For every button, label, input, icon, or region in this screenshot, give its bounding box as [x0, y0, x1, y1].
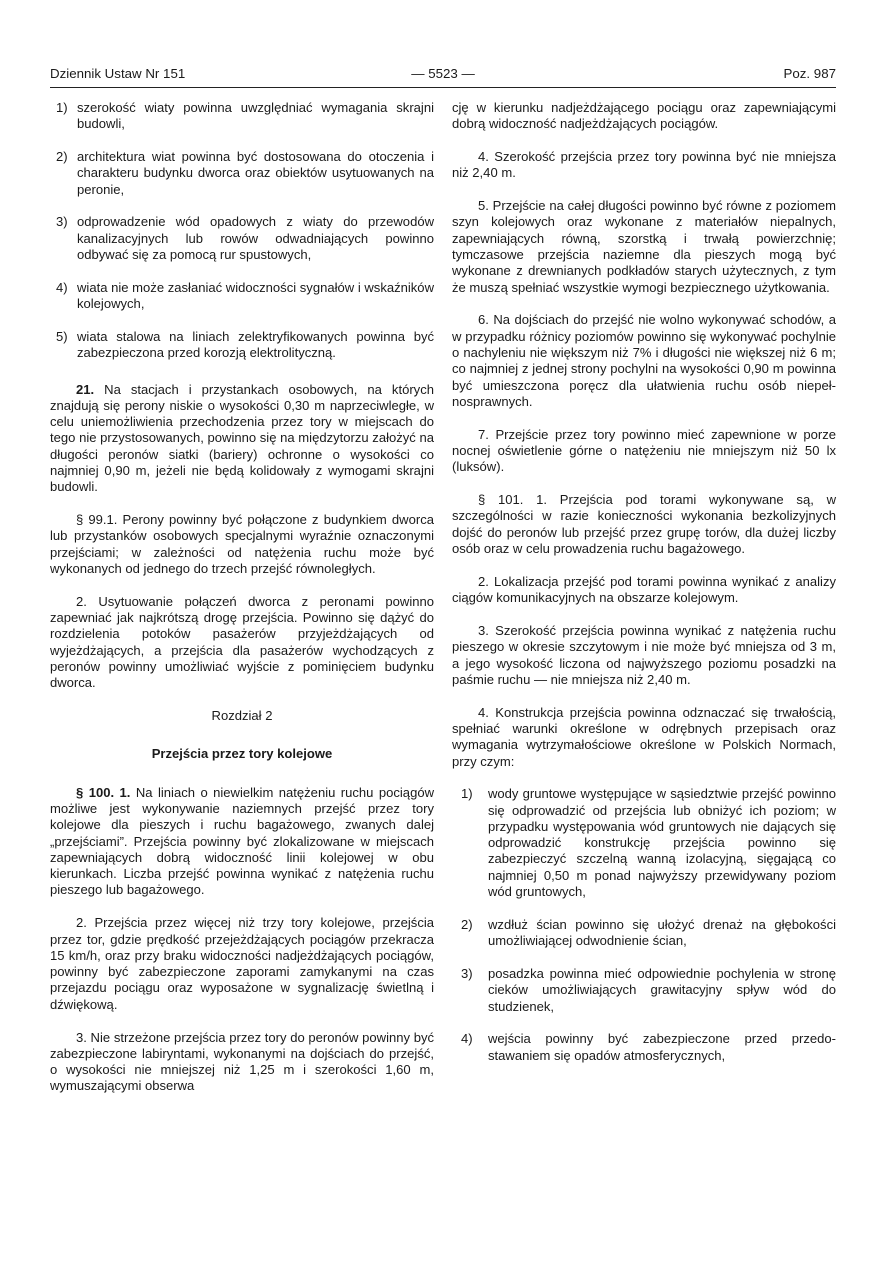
list-item	[461, 1031, 836, 1064]
paragraph-101-2: 2. Lokalizacja przejść pod torami powinna wynikać z analizy ciągów komunikacyjnych na obszarze kolejowym.	[452, 573, 836, 606]
list-number: 5)	[56, 328, 68, 344]
paragraph-100-6: 6. Na dojściach do przejść nie wolno wykonywać schodów, a w przypadku różnicy poziomów powinno się wykonywać pochylnie o nachyleniu nie większym niż 7% i długości nie większej niż 6 m; co najmniej z jednej strony pochylni na wysokości 0,90 m powinna być umieszczona poręcz dla ułatwienia ruchu osób niepełnosprawnych.	[452, 312, 836, 409]
paragraph-number: 21.	[76, 381, 95, 397]
list-item	[461, 917, 836, 950]
list-item	[50, 100, 434, 133]
list-item	[50, 280, 434, 313]
paragraph-100-2: 2. Przejścia przez więcej niż trzy tory kolejowe, przejścia przez tor, gdzie prędkość przejeżdżających pociągów przekracza 15 km/h, oraz przy braku widoczności nadjeżdżających pociągów, powinny być zabezpieczone zaporami zamykanymi na czas przejazdu pociągu oraz wyposażone w sygnalizację świetlną i dźwiękową.	[50, 915, 434, 1012]
list-text: szerokość wiaty powinna uwzględniać wymagania skrajni budowli,	[77, 100, 434, 132]
paragraph-100-3-continued: cję w kierunku nadjeżdżającego pociągu oraz zapewniającymi dobrą widoczność nadjeżdżających pociągów.	[452, 100, 836, 132]
paragraph-99-1: § 99.1. Perony powinny być połączone z budynkiem dworca lub przystanków osobowych specjalnymi wyraźnie oznaczonymi przejściami; w zależności od natężenia ruchu może być wykonanych od jednego do trzech przejść równoległych.	[50, 512, 434, 577]
list-text: wody gruntowe występujące w sąsiedztwie przejść powinno się odprowadzić od przejścia lub obniżyć ich poziom; w przypadku występowania wód gruntowych nie dających się odprowadzić konstrukcję przejścia powinno się zabezpieczyć szczelną wanną izolacyjną, sięgającą co najmniej 0,50 m ponad najwyższy przewidywany poziom wód gruntowych,	[488, 786, 836, 900]
list-item	[461, 786, 836, 900]
paragraph-number: § 100. 1.	[76, 784, 131, 800]
list-number: 1)	[56, 100, 68, 115]
list-number: 1)	[461, 786, 473, 802]
list-item	[50, 329, 434, 362]
right-column	[452, 100, 836, 1080]
list-text: wejścia powinny być zabezpieczone przed przedostawaniem się opadów atmosferycznych,	[488, 1031, 836, 1063]
list-text: odprowadzenie wód opadowych z wiaty do przewodów kanalizacyjnych lub rowów odwadniających powinno odbywać się za pomocą rur spustowych,	[77, 214, 434, 263]
list-item	[50, 149, 434, 198]
paragraph-100-3: 3. Nie strzeżone przejścia przez tory do peronów powinny być zabezpieczone labiryntami, wykonanymi na dojściach do przejść, o wysokości nie mniejszej niż 1,25 m i szerokości 1,60 m, wymuszającymi obserwa	[50, 1029, 434, 1094]
paragraph-101-1: § 101. 1. Przejścia pod torami wykonywane są, w szczególności w razie konieczności wykonania bezkolizyjnych dojść do peronów lub przejść przez grupę torów, dla dużej liczby osób oraz w celu prowadzenia ruchu bagażowego.	[452, 492, 836, 557]
paragraph-100-7: 7. Przejście przez tory powinno mieć zapewnione w porze nocnej oświetlenie górne o natężeniu nie mniejszym niż 50 lx (luksów).	[452, 426, 836, 475]
list-number: 4)	[56, 279, 68, 295]
paragraph-21	[50, 382, 434, 496]
list-number: 3)	[461, 965, 473, 981]
paragraph-text: Na liniach o niewielkim natężeniu ruchu pociągów możliwe jest wykonywanie naziemnych przejść przez tory kolejowe dla pieszych i ruchu bagażowego, zwanych dalej „przejściami”. Przejścia powinny być zlokalizowane w miejscach zapewniających dobrą widoczność linii kolejowej w obu kierunkach. Liczba przejść powinna wynikać z natężenia ruchu pieszego lub bagażowego.	[50, 784, 435, 898]
left-column	[50, 100, 434, 1111]
paragraph-101-3: 3. Szerokość przejścia powinna wynikać z natężenia ruchu pieszego w okresie szczytowym i nie może być mniejsza od 3 m, a jego wysokość liczona od najwyższego poziomu posadzki na paśmie ruchu — nie mniejsza niż 2,40 m.	[452, 622, 836, 687]
paragraph-text: Na stacjach i przystankach osobowych, na których znajdują się perony niskie o wysokości 0,30 m naprzeciwległe, w celu uniemożliwienia przechodzenia przez tory w miejscach do tego nie przystosowanych, powinno się na międzytorzu założyć na długości peronów siatki (bariery) ochronne o wysokości co najmniej 0,90 m, jeżeli nie będą kolidowały z wymogami skrajni budowli.	[50, 381, 434, 495]
paragraph-99-2: 2. Usytuowanie połączeń dworca z peronami powinno zapewniać jak najkrótszą drogę przejścia. Powinno się dążyć do rozdzielenia potoków pasażerów przyjeżdżających od wyjeżdżających, a przejścia dla pasażerów wychodzących z peronów powinny umożliwiać wyjście z pominięciem budynku dworca.	[50, 593, 434, 691]
page-header	[50, 66, 836, 86]
paragraph-100-1	[50, 785, 434, 899]
list-text: posadzka powinna mieć odpowiednie pochylenia w stronę cieków umożliwiających grawitacyjny spływ wód do studzienek,	[488, 965, 836, 1014]
list-item	[461, 966, 836, 1015]
list-item	[50, 214, 434, 263]
list-text: wiata stalowa na liniach zelektryfikowanych powinna być zabezpieczona przed korozją elektrolityczną.	[77, 328, 434, 361]
list-number: 3)	[56, 214, 68, 230]
position-number: Poz. 987	[783, 66, 836, 81]
page-number: — 5523 —	[411, 66, 475, 81]
list-text: wiata nie może zasłaniać widoczności sygnałów i wskaźników kolejowych,	[77, 279, 434, 312]
paragraph-100-4: 4. Szerokość przejścia przez tory powinna być nie mniejsza niż 2,40 m.	[452, 149, 836, 181]
list-number: 4)	[461, 1031, 473, 1047]
journal-title: Dziennik Ustaw Nr 151	[50, 66, 186, 81]
chapter-title: Przejścia przez tory kolejowe	[151, 746, 333, 762]
header-rule	[50, 87, 836, 88]
chapter-label: Rozdział 2	[211, 708, 273, 724]
list-number: 2)	[461, 916, 473, 932]
list-number: 2)	[56, 149, 68, 165]
list-text: architektura wiat powinna być dostosowana do otoczenia i charakteru budynku dworca oraz obiektów usytuowanych na peronie,	[77, 149, 434, 197]
paragraph-100-5: 5. Przejście na całej długości powinno być równe z poziomem szyn kolejowych oraz wykonane z materiałów niepalnych, zapewniających równą, szorstką i trwałą powierzchnię; tymczasowe przejścia naziemne dla pieszych mogą być wykonane z drewnianych podkładów starych użytecznych, z tym że muszą spełniać wszystkie wymogi bezpiecznego użytkowania.	[452, 198, 836, 295]
list-text: wzdłuż ścian powinno się ułożyć drenaż na głębokości umożliwiającej odwodnienie ścian,	[488, 916, 836, 949]
paragraph-101-4: 4. Konstrukcja przejścia powinna odznaczać się trwałością, spełniać warunki określone w odrębnych przepisach oraz wymagania wytrzymałościowe określone w Polskich Normach, przy czym:	[452, 704, 836, 769]
